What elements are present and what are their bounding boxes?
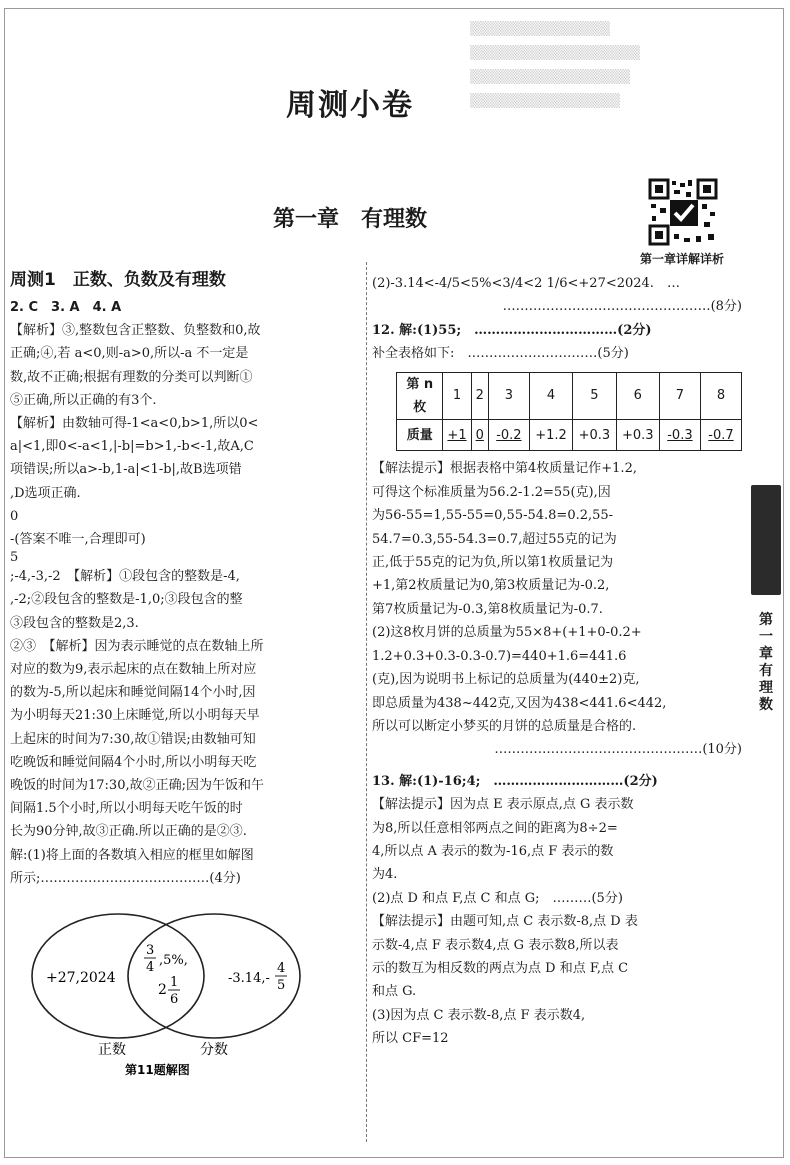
table-row-header: 质量 [397,420,443,451]
table-cell: -0.3 [659,420,700,451]
q12-score: …………………………………………(10分) [494,742,742,758]
table-cell: 8 [700,372,741,420]
answer-line: 间隔1.5个小时,所以小明每天吃午饭的时 [10,801,243,817]
table-cell: 1 [443,372,471,420]
answer-line: ,D选项正确. [10,485,81,501]
q12-part2: 即总质量为438~442克,又因为438<441.6<442, [372,695,667,711]
q12-hint: 54.7=0.3,55-54.3=0.7,超过55克的记为 [372,531,617,547]
q13-line: (3)因为点 C 表示数-8,点 F 表示数4, [372,1007,586,1023]
venn-label-fraction: 分数 [200,1042,228,1059]
side-tab-marker [751,485,781,595]
q12-line: 补全表格如下: …………………………(5分) [372,346,629,362]
table-cell: 5 [573,372,616,420]
mooncake-table [396,372,742,452]
svg-text:6: 6 [170,992,179,1008]
svg-text:-3.14,-: -3.14,- [228,971,270,987]
answer-line: 吃晚饭和睡觉间隔4个小时,所以小明每天吃 [10,754,257,770]
answer-line: 5 [10,551,19,566]
answer-line: 0 [10,508,19,524]
answer-line: 所示;…………………………………(4分) [10,870,241,886]
answer-line: ⑤正确,所以正确的有3个. [10,392,157,408]
q13-line: 为4. [372,867,398,883]
q13-line: 和点 G. [372,984,417,1000]
answer-line: 长为90分钟,故③正确.所以正确的是②③. [10,824,247,840]
q13-line: 为8,所以任意相邻两点之间的距离为8÷2= [372,820,618,836]
q13-line: 【解法提示】因为点 E 表示原点,点 G 表示数 [372,797,634,813]
table-row-header: 第 n 枚 [397,372,443,420]
qr-caption: 第一章详解详析 [639,252,724,266]
table-cell: 2 [471,372,488,420]
answer-line: ,-2;②段包含的整数是-1,0;③段包含的整 [10,592,243,608]
answer-line: a|<1,即0<-a<1,|-b|=b>1,-b<-1,故A,C [10,439,254,455]
q12-part2: (克),因为说明书上标记的总质量为(440±2)克, [372,672,640,688]
q13-line: 所以 CF=12 [372,1031,449,1047]
q12-hint: 第7枚质量记为-0.3,第8枚质量记为-0.7. [372,601,603,617]
answer-line: -(答案不唯一,合理即可) [10,532,146,548]
answer-line: 项错误;所以a>-b,1-a|<1-b|,故B选项错 [10,462,242,478]
venn-positive-only: +27,2024 [46,970,116,987]
answer-line: ②③ 【解析】因为表示睡觉的点在数轴上所 [10,638,264,654]
answer-line: 数,故不正确;根据有理数的分类可以判断① [10,369,253,385]
answer-line: 的数为-5,所以起床和睡觉间隔14个小时,因 [10,685,256,701]
q12-hint: 【解法提示】根据表格中第4枚质量记作+1.2, [372,461,637,477]
venn-label-positive: 正数 [98,1042,126,1059]
venn-ellipse-fraction [128,914,300,1038]
table-cell: +1.2 [529,420,572,451]
venn-caption: 第11题解图 [125,1063,190,1077]
table-cell: 4 [529,372,572,420]
answer-line: 为小明每天21:30上床睡觉,所以小明每天早 [10,708,260,724]
section-title: 周测1 正数、负数及有理数 [10,270,226,290]
svg-text:2: 2 [158,982,167,999]
table-cell: 7 [659,372,700,420]
answer-line: 【解析】③,整数包含正整数、负整数和0,故 [10,323,261,339]
venn-middle-values [144,943,188,1007]
answer-line: 解:(1)将上面的各数填入相应的框里如解图 [10,847,254,863]
faded-bleed-text: ▒▒▒▒▒▒▒▒▒▒▒▒▒▒ ▒▒▒▒▒▒▒▒▒▒▒▒▒▒▒▒▒ ▒▒▒▒▒▒▒▒▒▒▒▒▒▒▒▒ ▒▒▒▒▒▒▒▒▒▒▒▒▒▒▒ [470,22,640,109]
svg-text:5: 5 [277,978,286,994]
table-cell: 0 [471,420,488,451]
q12-line: 12. 解:(1)55; ……………………………(2分) [372,322,652,338]
answer-line: 对应的数为9,表示起床的点在数轴上所对应 [10,662,257,678]
table-cell: 3 [488,372,529,420]
table-cell: +0.3 [573,420,616,451]
table-cell: 6 [616,372,659,420]
answer-line: 【解析】由数轴可得-1<a<0,b>1,所以0< [10,416,259,432]
q12-part2: (2)这8枚月饼的总质量为55×8+(+1+0-0.2+ [372,625,642,641]
q13-line: 【解法提示】由题可知,点 C 表示数-8,点 D 表 [372,914,638,930]
q11-part2: (2)-3.14<-4/5<5%<3/4<2 1/6<+27<2024. … [372,276,680,291]
svg-text:4: 4 [277,961,286,977]
venn-diagram [10,898,362,1076]
q11-score: …………………………………………(8分) [502,299,742,315]
svg-text:4: 4 [146,960,155,976]
svg-text:1: 1 [170,975,179,991]
table-cell: -0.7 [700,420,741,451]
q12-hint: 正,低于55克的记为负,所以第1枚质量记为 [372,555,614,571]
answer-line: 上起床的时间为7:30,故①错误;由数轴可知 [10,731,256,747]
q13-line: 示的数互为相反数的两点为点 D 和点 F,点 C [372,960,629,976]
q13-line: 4,所以点 A 表示的数为-16,点 F 表示的数 [372,843,614,859]
side-tab-label: 第一章 有理数 [759,612,787,713]
answer-line: ;-4,-3,-2 【解析】①段包含的整数是-4, [10,569,240,585]
table-cell: +1 [443,420,471,451]
q12-hint: +1,第2枚质量记为0,第3枚质量记为-0.2, [372,578,610,594]
answer-line: 晚饭的时间为17:30,故②正确;因为午饭和午 [10,778,264,794]
venn-fraction-only [228,961,287,993]
table-row [397,420,742,451]
page-title: 周测小卷 [286,88,414,123]
q13-line: (2)点 D 和点 F,点 C 和点 G; ………(5分) [372,890,623,906]
column-divider [366,262,368,1142]
q13-line: 13. 解:(1)-16;4; …………………………(2分) [372,773,658,789]
table-cell: +0.3 [616,420,659,451]
table-cell: -0.2 [488,420,529,451]
qr-code-icon[interactable] [648,178,718,246]
answer-line: ③段包含的整数是2,3. [10,615,139,631]
q12-hint: 为56-55=1,55-55=0,55-54.8=0.2,55- [372,508,614,524]
svg-text:,5%,: ,5%, [159,953,188,969]
q12-part2: 1.2+0.3+0.3-0.3-0.7)=440+1.6=441.6 [372,648,627,664]
answer-line: 2. C 3. A 4. A [10,300,122,315]
right-column [372,272,742,1051]
table-row [397,372,742,420]
answer-line: 正确;④,若 a<0,则-a>0,所以-a 不一定是 [10,346,249,362]
q13-line: 示数-4,点 F 表示数4,点 G 表示数8,所以表 [372,937,619,953]
q12-part2: 所以可以断定小梦买的月饼的总质量是合格的. [372,718,637,734]
svg-text:3: 3 [146,943,155,959]
q12-hint: 可得这个标准质量为56.2-1.2=55(克),因 [372,484,611,500]
chapter-heading: 第一章 有理数 [272,207,427,232]
left-column [10,266,362,1084]
